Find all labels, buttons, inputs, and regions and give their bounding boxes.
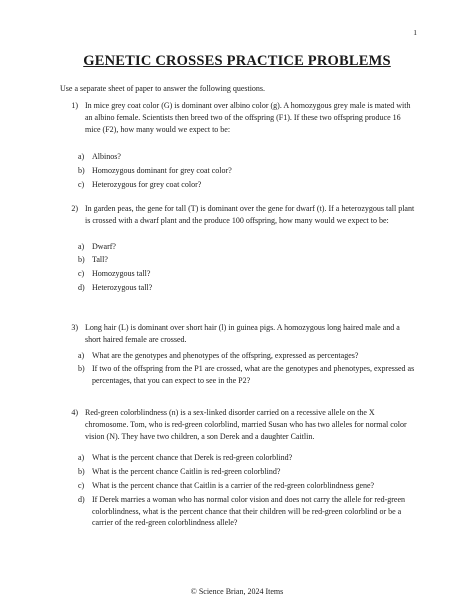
sub-question-text: What are the genotypes and phenotypes of the offspring, expressed as percentages?: [92, 350, 359, 360]
instructions: Use a separate sheet of paper to answer the following questions.: [60, 84, 266, 93]
sub-question: [78, 363, 415, 387]
question-3: [60, 322, 415, 389]
sub-question-text: Albinos?: [92, 152, 121, 162]
sub-question-label: d): [78, 282, 85, 292]
sub-question-list: [78, 241, 415, 294]
sub-question-label: b): [78, 255, 85, 265]
sub-question-text: What is the percent chance that Derek is red-green colorblind?: [92, 453, 293, 463]
sub-question-label: b): [78, 364, 85, 374]
sub-question-text: Homozygous tall?: [92, 269, 151, 279]
sub-question: [78, 165, 415, 177]
question-1: [60, 100, 415, 193]
copyright-footer: © Science Brian, 2024 Items: [190, 587, 284, 596]
sub-question-label: a): [78, 453, 85, 463]
sub-question-list: [78, 452, 415, 529]
question-2: [60, 203, 415, 296]
question-number: 2): [71, 204, 78, 213]
sub-question-label: c): [78, 480, 85, 490]
sub-question-label: d): [78, 494, 85, 504]
question-number: 4): [71, 408, 78, 417]
sub-question: [78, 452, 415, 464]
sub-question: [78, 151, 415, 163]
sub-question-text: Heterozygous tall?: [92, 282, 153, 292]
sub-question-text: Tall?: [92, 255, 108, 265]
sub-question: [78, 254, 415, 266]
question-number: 3): [71, 323, 78, 332]
sub-question-label: a): [78, 152, 85, 162]
sub-question-label: a): [78, 350, 85, 360]
sub-question: [78, 494, 415, 529]
question-text: Long hair (L) is dominant over short hair (l) in guinea pigs. A homozygous long haired male and a short haired female are crossed.: [85, 323, 400, 344]
sub-question-text: Dwarf?: [92, 241, 116, 251]
sub-question-text: If Derek marries a woman who has normal color vision and does not carry the allele for red-green colorblindness, what is the percent chance that their children will be red-green colorblind or be a carrier of the red-green colorblindness allele?: [92, 494, 405, 528]
sub-question: [78, 480, 415, 492]
sub-question-list: [78, 350, 415, 387]
sub-question-text: If two of the offspring from the P1 are crossed, what are the genotypes and phenotypes, expressed as percentages, that you can expect to see in the P2?: [92, 364, 415, 386]
question-text: Red-green colorblindness (n) is a sex-linked disorder carried on a recessive allele on the X chromosome. Tom, who is red-green colorblind, married Susan who has two alleles for normal color vision (N). They have two children, a son Derek and a daughter Caitlin.: [85, 408, 407, 441]
sub-question-text: Heterozygous for grey coat color?: [92, 179, 202, 189]
sub-question-label: b): [78, 467, 85, 477]
sub-question-list: [78, 151, 415, 190]
sub-question-label: c): [78, 269, 85, 279]
sub-question-label: a): [78, 241, 85, 251]
question-text: In mice grey coat color (G) is dominant over albino color (g). A homozygous grey male is mated with an albino female. Scientists then breed two of the offspring (F1). If these two offspring produce 16 mice (F2), how many would we expect to be:: [85, 101, 411, 134]
sub-question: [78, 268, 415, 280]
sub-question-label: c): [78, 179, 85, 189]
sub-question-text: Homozygous dominant for grey coat color?: [92, 166, 232, 176]
question-text: In garden peas, the gene for tall (T) is dominant over the gene for dwarf (t). If a heterozygous tall plant is crossed with a dwarf plant and the produce 100 offspring, how many would we expect to be:: [85, 204, 415, 225]
sub-question-text: What is the percent chance Caitlin is red-green colorblind?: [92, 467, 281, 477]
sub-question: [78, 282, 415, 294]
page-title: GENETIC CROSSES PRACTICE PROBLEMS: [83, 53, 391, 69]
page-number: 1: [413, 28, 417, 37]
sub-question: [78, 350, 415, 362]
sub-question-label: b): [78, 166, 85, 176]
question-number: 1): [71, 101, 78, 110]
sub-question: [78, 241, 415, 253]
question-4: [60, 407, 415, 531]
sub-question: [78, 179, 415, 191]
sub-question: [78, 466, 415, 478]
sub-question-text: What is the percent chance that Caitlin is a carrier of the red-green colorblindness gene?: [92, 480, 375, 490]
